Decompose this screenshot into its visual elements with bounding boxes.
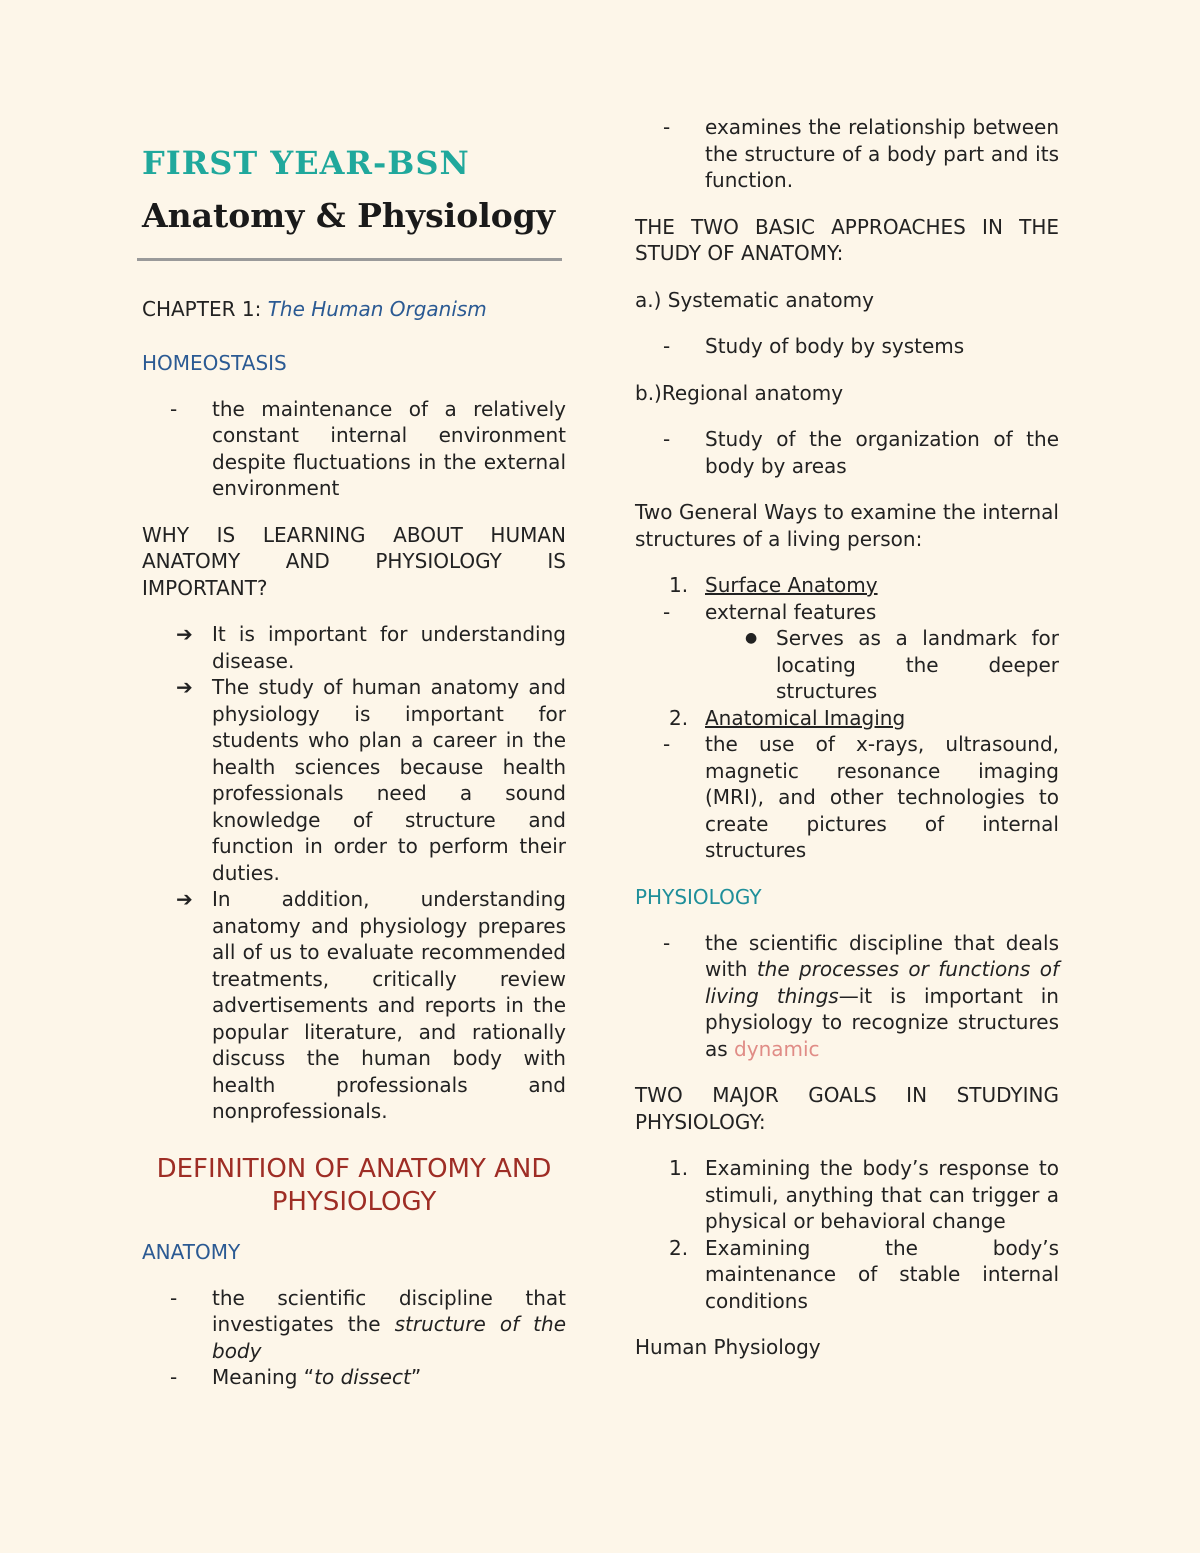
dash-marker: - [663,732,671,756]
surface-anatomy-label: Surface Anatomy [705,573,878,597]
number-marker: 2. [669,1235,689,1260]
regional-label: b.)Regional anatomy [635,380,844,405]
list-item [635,705,1059,732]
document-title: FIRST YEAR-BSN [142,144,470,182]
dash-marker: - [663,599,671,624]
document-subtitle: Anatomy & Physiology [142,196,555,235]
chapter-line [142,296,566,323]
list-item [142,886,566,1125]
dash-marker: - [170,1365,178,1389]
dash-marker: - [663,427,671,451]
list-item [635,930,1059,1063]
why-item-2: The study of human anatomy and physiology is important for students who plan a career in the health sciences because health professionals need a sound knowledge of structure and function in order to perform their duties. [212,675,566,885]
list-item [142,621,566,674]
meaning-suffix: ” [410,1365,422,1389]
dash-marker: - [663,930,671,955]
physiology-heading: PHYSIOLOGY [635,884,762,909]
right-body [635,114,1059,1361]
list-item [635,731,1059,864]
list-item [635,599,1059,626]
goal-2: Examining the body’s maintenance of stable internal conditions [705,1235,1059,1313]
dash-marker: - [170,396,178,421]
arrow-icon: ➔ [176,622,193,646]
why-list [142,621,566,1125]
ways-list [635,572,1059,864]
systematic-label: a.) Systematic anatomy [635,287,874,312]
definition-heading: DEFINITION OF ANATOMY AND PHYSIOLOGY [156,1153,552,1217]
goals-list [635,1155,1059,1314]
list-item [635,333,1059,360]
dynamic-word: dynamic [734,1036,820,1061]
list-item [142,396,566,502]
anatomy-heading: ANATOMY [142,1239,241,1264]
physiology-list [635,930,1059,1063]
why-item-3: In addition, understanding anatomy and physiology prepares all of us to evaluate recommended treatments, critically review advertisements and reports in the popular literature, and rationally discuss the human body with health professionals and nonprofessionals. [212,887,566,1123]
systematic-list [635,333,1059,360]
external-features-text: external features [705,599,877,624]
anatomy-list [142,1285,566,1391]
landmark-text: Serves as a landmark for locating the deeper structures [776,626,1059,703]
number-marker: 2. [669,705,689,730]
physiology-definition: the scientific discipline that deals with [705,930,1059,981]
list-item [142,1364,566,1391]
dash-marker: - [663,334,671,358]
examines-list [635,114,1059,194]
goals-heading: TWO MAJOR GOALS IN STUDYING PHYSIOLOGY: [635,1083,1059,1134]
bullet-icon: ● [745,630,758,646]
arrow-icon: ➔ [176,675,193,699]
dash-marker: - [663,115,671,139]
imaging-definition: the use of x-rays, ultrasound, magnetic resonance imaging (MRI), and other technologies to create pictures of internal structures [705,732,1059,862]
anatomy-definition-emphasis: structure of the body [212,1312,567,1363]
physiology-definition-continued: —it is important in physiology to recognize structures as [705,983,1059,1061]
list-item [635,625,1059,705]
title-divider [137,258,562,261]
chapter-name: The Human Organism [267,297,487,321]
two-ways-text: Two General Ways to examine the internal structures of a living person: [635,500,1059,551]
systematic-definition: Study of body by systems [705,334,965,358]
list-item [142,1285,566,1365]
arrow-icon: ➔ [176,887,193,911]
list-item [635,114,1059,194]
anatomy-definition: the scientific discipline that investigates the [212,1285,566,1336]
list-item [635,1235,1059,1315]
homeostasis-definition: the maintenance of a relatively constant internal environment despite fluctuations in the external environment [212,396,566,500]
list-item [635,572,1059,599]
dash-marker: - [170,1285,178,1310]
meaning-emphasis: to dissect [314,1365,411,1389]
left-body [142,296,566,1391]
why-item-1: It is important for understanding disease. [212,622,566,673]
examines-text: examines the relationship between the structure of a body part and its function. [705,115,1059,192]
homeostasis-heading: HOMEOSTASIS [142,350,287,375]
goal-1: Examining the body’s response to stimuli, anything that can trigger a physical or behavioral change [705,1156,1059,1233]
physiology-definition-emphasis: the processes or functions of living things [705,957,1059,1008]
list-item [635,1155,1059,1235]
list-item [142,674,566,886]
approaches-heading: THE TWO BASIC APPROACHES IN THE STUDY OF ANATOMY: [635,214,1059,265]
regional-definition: Study of the organization of the body by areas [705,427,1059,478]
list-item [635,426,1059,479]
number-marker: 1. [669,1156,689,1180]
human-physiology-label: Human Physiology [635,1335,821,1359]
chapter-prefix: CHAPTER 1: [142,297,262,321]
number-marker: 1. [669,573,689,597]
homeostasis-list [142,396,566,502]
meaning-prefix: Meaning “ [212,1365,315,1389]
anatomical-imaging-label: Anatomical Imaging [705,705,906,730]
why-heading: WHY IS LEARNING ABOUT HUMAN ANATOMY AND PHYSIOLOGY IS IMPORTANT? [142,522,566,600]
regional-list [635,426,1059,479]
